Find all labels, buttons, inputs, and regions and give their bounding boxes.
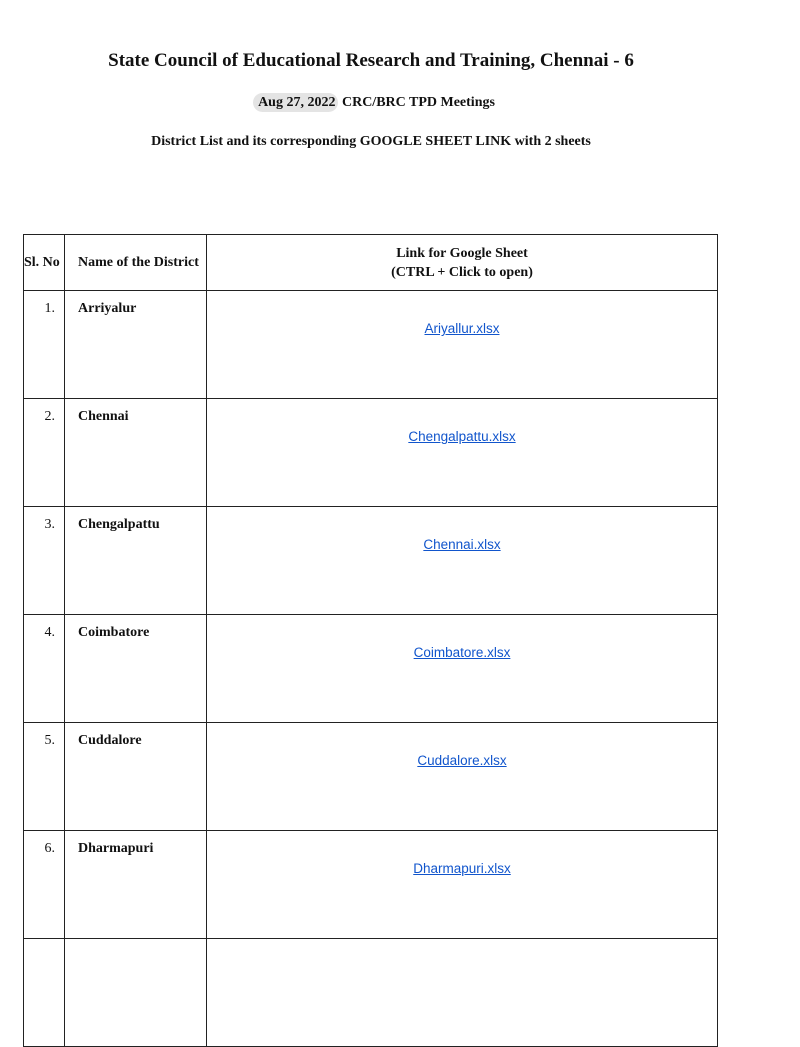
row-link-cell xyxy=(207,615,718,723)
date-chip[interactable]: Aug 27, 2022 xyxy=(253,93,338,112)
document-title: State Council of Educational Research and Training, Chennai - 6 xyxy=(108,50,634,71)
row-link-cell xyxy=(207,831,718,939)
row-district-name xyxy=(65,939,207,1047)
meeting-subtitle xyxy=(0,95,748,111)
sheet-link[interactable]: Chennai.xlsx xyxy=(423,537,501,552)
sheet-link[interactable]: Chengalpattu.xlsx xyxy=(408,429,516,444)
table-row xyxy=(24,723,718,831)
sheet-link[interactable]: Dharmapuri.xlsx xyxy=(413,861,511,876)
meeting-label: CRC/BRC TPD Meetings xyxy=(341,95,495,110)
header-link xyxy=(207,235,718,291)
sheet-link[interactable]: Cuddalore.xlsx xyxy=(417,753,507,768)
header-link-title: Link for Google Sheet xyxy=(396,245,528,261)
row-sl-no: 4. xyxy=(24,615,65,723)
row-sl-no: 6. xyxy=(24,831,65,939)
sheet-link[interactable]: Coimbatore.xlsx xyxy=(413,645,511,660)
row-link-cell xyxy=(207,399,718,507)
sheet-link[interactable]: Ariyallur.xlsx xyxy=(424,321,500,336)
row-link-cell xyxy=(207,507,718,615)
row-district-name: Coimbatore xyxy=(65,615,207,723)
row-sl-no: 3. xyxy=(24,507,65,615)
row-sl-no: 5. xyxy=(24,723,65,831)
row-link-cell xyxy=(207,723,718,831)
table-row xyxy=(24,291,718,399)
header-link-hint: (CTRL + Click to open) xyxy=(391,264,533,280)
row-link-cell xyxy=(207,939,718,1047)
table-row xyxy=(24,939,718,1047)
table-row xyxy=(24,399,718,507)
header-sl-no: Sl. No xyxy=(24,235,65,291)
row-district-name: Chengalpattu xyxy=(65,507,207,615)
header-district-name: Name of the District xyxy=(65,235,207,291)
row-sl-no: 1. xyxy=(24,291,65,399)
row-district-name: Chennai xyxy=(65,399,207,507)
table-row xyxy=(24,831,718,939)
table-header-row xyxy=(24,235,718,291)
document-description: District List and its corresponding GOOGLE SHEET LINK with 2 sheets xyxy=(151,134,591,149)
row-sl-no: 2. xyxy=(24,399,65,507)
row-sl-no xyxy=(24,939,65,1047)
table-row xyxy=(24,507,718,615)
row-district-name: Dharmapuri xyxy=(65,831,207,939)
district-table-container xyxy=(24,234,735,876)
row-district-name: Cuddalore xyxy=(65,723,207,831)
district-table xyxy=(23,234,718,1047)
table-row xyxy=(24,615,718,723)
row-district-name: Arriyalur xyxy=(65,291,207,399)
row-link-cell xyxy=(207,291,718,399)
